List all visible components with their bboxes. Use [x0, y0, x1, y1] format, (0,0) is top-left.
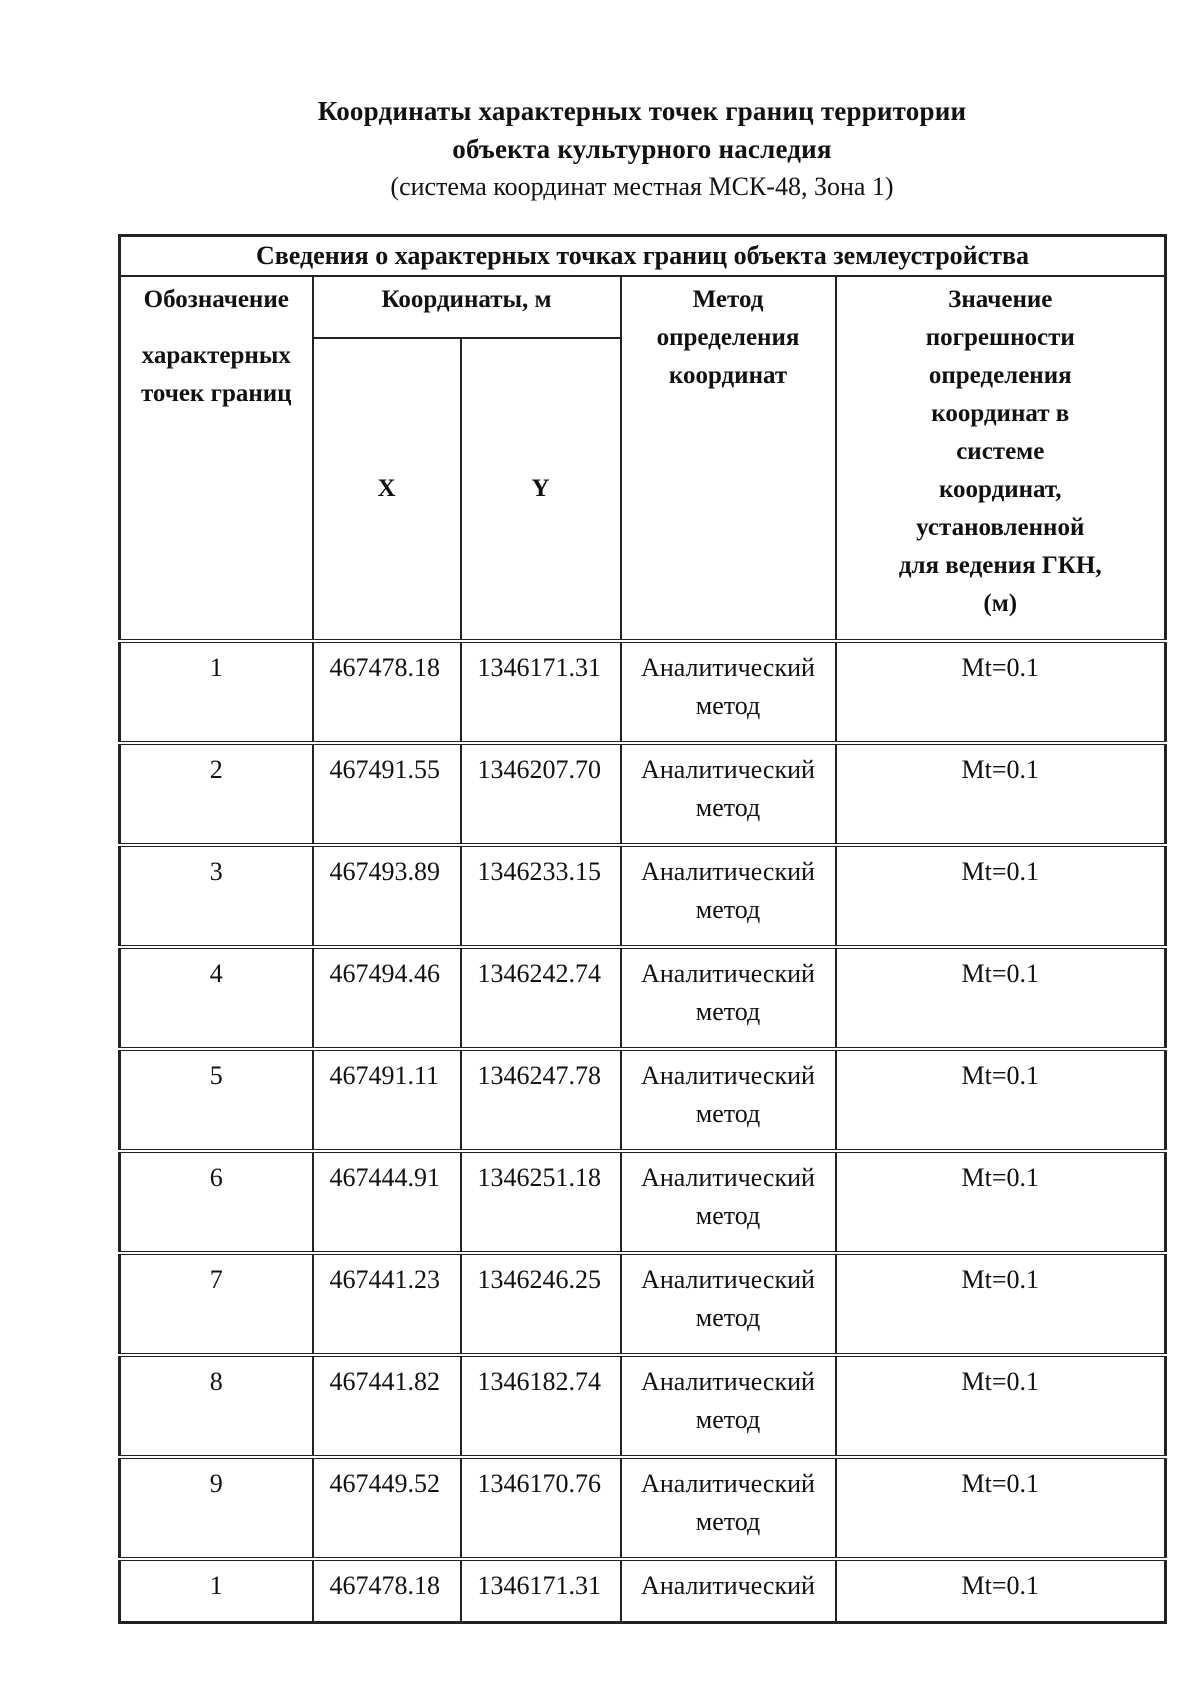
- cell-method-line-1: Аналитический: [641, 1367, 815, 1396]
- cell-method: [621, 641, 836, 743]
- header-accuracy-line-7: установленной: [916, 514, 1085, 541]
- table-caption: Сведения о характерных точках границ объекта землеустройства: [120, 236, 1166, 277]
- cell-accuracy: Mt=0.1: [836, 641, 1166, 743]
- cell-method-line-1: Аналитический: [641, 653, 815, 682]
- cell-point: 8: [120, 1355, 313, 1457]
- cell-y: 1346207.70: [461, 743, 621, 845]
- cell-x: 467491.55: [313, 743, 461, 845]
- table-row: [120, 1253, 1166, 1355]
- cell-method-line-2: метод: [695, 1405, 761, 1434]
- cell-accuracy: Mt=0.1: [836, 947, 1166, 1049]
- cell-y: 1346182.74: [461, 1355, 621, 1457]
- cell-method: [621, 845, 836, 947]
- cell-x: 467494.46: [313, 947, 461, 1049]
- header-accuracy-line-9: (м): [983, 590, 1018, 617]
- cell-method: [621, 743, 836, 845]
- table-row: [120, 1457, 1166, 1559]
- header-accuracy-line-2: погрешности: [925, 324, 1075, 351]
- cell-point: 2: [120, 743, 313, 845]
- cell-accuracy: Mt=0.1: [836, 845, 1166, 947]
- table-row: [120, 845, 1166, 947]
- cell-point: 9: [120, 1457, 313, 1559]
- cell-y: 1346170.76: [461, 1457, 621, 1559]
- cell-method-line-1: Аналитический: [641, 1265, 815, 1294]
- cell-method-line-1: Аналитический: [641, 1061, 815, 1090]
- cell-point: 5: [120, 1049, 313, 1151]
- header-y: Y: [461, 338, 621, 641]
- cell-accuracy: Mt=0.1: [836, 1151, 1166, 1253]
- cell-method-line-2: метод: [695, 1507, 761, 1536]
- cell-method-line-2: метод: [695, 997, 761, 1026]
- cell-method-line-1: Аналитический: [641, 755, 815, 784]
- header-coordinates: Координаты, м: [313, 276, 621, 338]
- table-row: [120, 1355, 1166, 1457]
- cell-method-line-1: Аналитический: [641, 1163, 815, 1192]
- document-title-line-1: Координаты характерных точек границ территории: [317, 96, 967, 126]
- header-point-line-3: точек границ: [140, 380, 292, 407]
- document-title-line-2: объекта культурного наследия: [452, 134, 832, 164]
- header-method-line-3: координат: [668, 362, 788, 389]
- cell-x: 467441.82: [313, 1355, 461, 1457]
- header-point-line-1: Обозначение: [143, 286, 289, 313]
- cell-method-line-2: метод: [695, 1201, 761, 1230]
- cell-method: [621, 1049, 836, 1151]
- header-accuracy-line-5: системе: [956, 438, 1045, 465]
- cell-point: 7: [120, 1253, 313, 1355]
- cell-x: 467441.23: [313, 1253, 461, 1355]
- cell-method-line-2: метод: [695, 1099, 761, 1128]
- cell-x: 467444.91: [313, 1151, 461, 1253]
- cell-method: [621, 1151, 836, 1253]
- cell-y: 1346242.74: [461, 947, 621, 1049]
- table-row: [120, 947, 1166, 1049]
- cell-method-line-2: метод: [695, 793, 761, 822]
- cell-accuracy: Mt=0.1: [836, 1559, 1166, 1623]
- cell-y: 1346246.25: [461, 1253, 621, 1355]
- header-point-line-2: характерных: [141, 342, 291, 369]
- cell-method-line-1: Аналитический: [641, 1571, 815, 1600]
- cell-method: [621, 1253, 836, 1355]
- table-row: [120, 1151, 1166, 1253]
- coordinates-table: [118, 234, 1167, 1624]
- cell-method-line-2: метод: [695, 691, 761, 720]
- coordinate-system-subtitle: (система координат местная МСК-48, Зона 1): [390, 172, 894, 201]
- header-accuracy-line-1: Значение: [948, 286, 1053, 313]
- cell-method: [621, 1355, 836, 1457]
- cell-y: 1346171.31: [461, 641, 621, 743]
- cell-method: [621, 947, 836, 1049]
- cell-accuracy: Mt=0.1: [836, 1049, 1166, 1151]
- cell-x: 467493.89: [313, 845, 461, 947]
- cell-accuracy: Mt=0.1: [836, 1457, 1166, 1559]
- cell-y: 1346171.31: [461, 1559, 621, 1623]
- header-method-line-1: Метод: [692, 286, 764, 313]
- table-row: [120, 743, 1166, 845]
- header-method-line-2: определения: [656, 324, 800, 351]
- header-accuracy-line-4: координат в: [931, 400, 1070, 427]
- cell-method-line-1: Аналитический: [641, 959, 815, 988]
- header-point-designation: [120, 276, 313, 641]
- cell-point: 3: [120, 845, 313, 947]
- cell-method: [621, 1559, 836, 1623]
- cell-point: 1: [120, 641, 313, 743]
- cell-accuracy: Mt=0.1: [836, 743, 1166, 845]
- cell-y: 1346233.15: [461, 845, 621, 947]
- cell-x: 467491.11: [313, 1049, 461, 1151]
- table-row: [120, 1049, 1166, 1151]
- header-accuracy: [836, 276, 1166, 641]
- cell-point: 1: [120, 1559, 313, 1623]
- cell-point: 6: [120, 1151, 313, 1253]
- cell-point: 4: [120, 947, 313, 1049]
- cell-y: 1346247.78: [461, 1049, 621, 1151]
- cell-accuracy: Mt=0.1: [836, 1355, 1166, 1457]
- document-title-block: [118, 92, 1166, 206]
- cell-accuracy: Mt=0.1: [836, 1253, 1166, 1355]
- cell-x: 467478.18: [313, 641, 461, 743]
- cell-method-line-1: Аналитический: [641, 857, 815, 886]
- cell-y: 1346251.18: [461, 1151, 621, 1253]
- cell-method-line-2: метод: [695, 895, 761, 924]
- header-accuracy-line-8: для ведения ГКН,: [898, 552, 1102, 579]
- cell-method-line-2: метод: [695, 1303, 761, 1332]
- cell-method: [621, 1457, 836, 1559]
- header-method: [621, 276, 836, 641]
- header-x: X: [313, 338, 461, 641]
- header-accuracy-line-3: определения: [928, 362, 1072, 389]
- table-row: [120, 641, 1166, 743]
- header-accuracy-line-6: координат,: [938, 476, 1062, 503]
- table-row: [120, 1559, 1166, 1623]
- cell-x: 467449.52: [313, 1457, 461, 1559]
- cell-x: 467478.18: [313, 1559, 461, 1623]
- cell-method-line-1: Аналитический: [641, 1469, 815, 1498]
